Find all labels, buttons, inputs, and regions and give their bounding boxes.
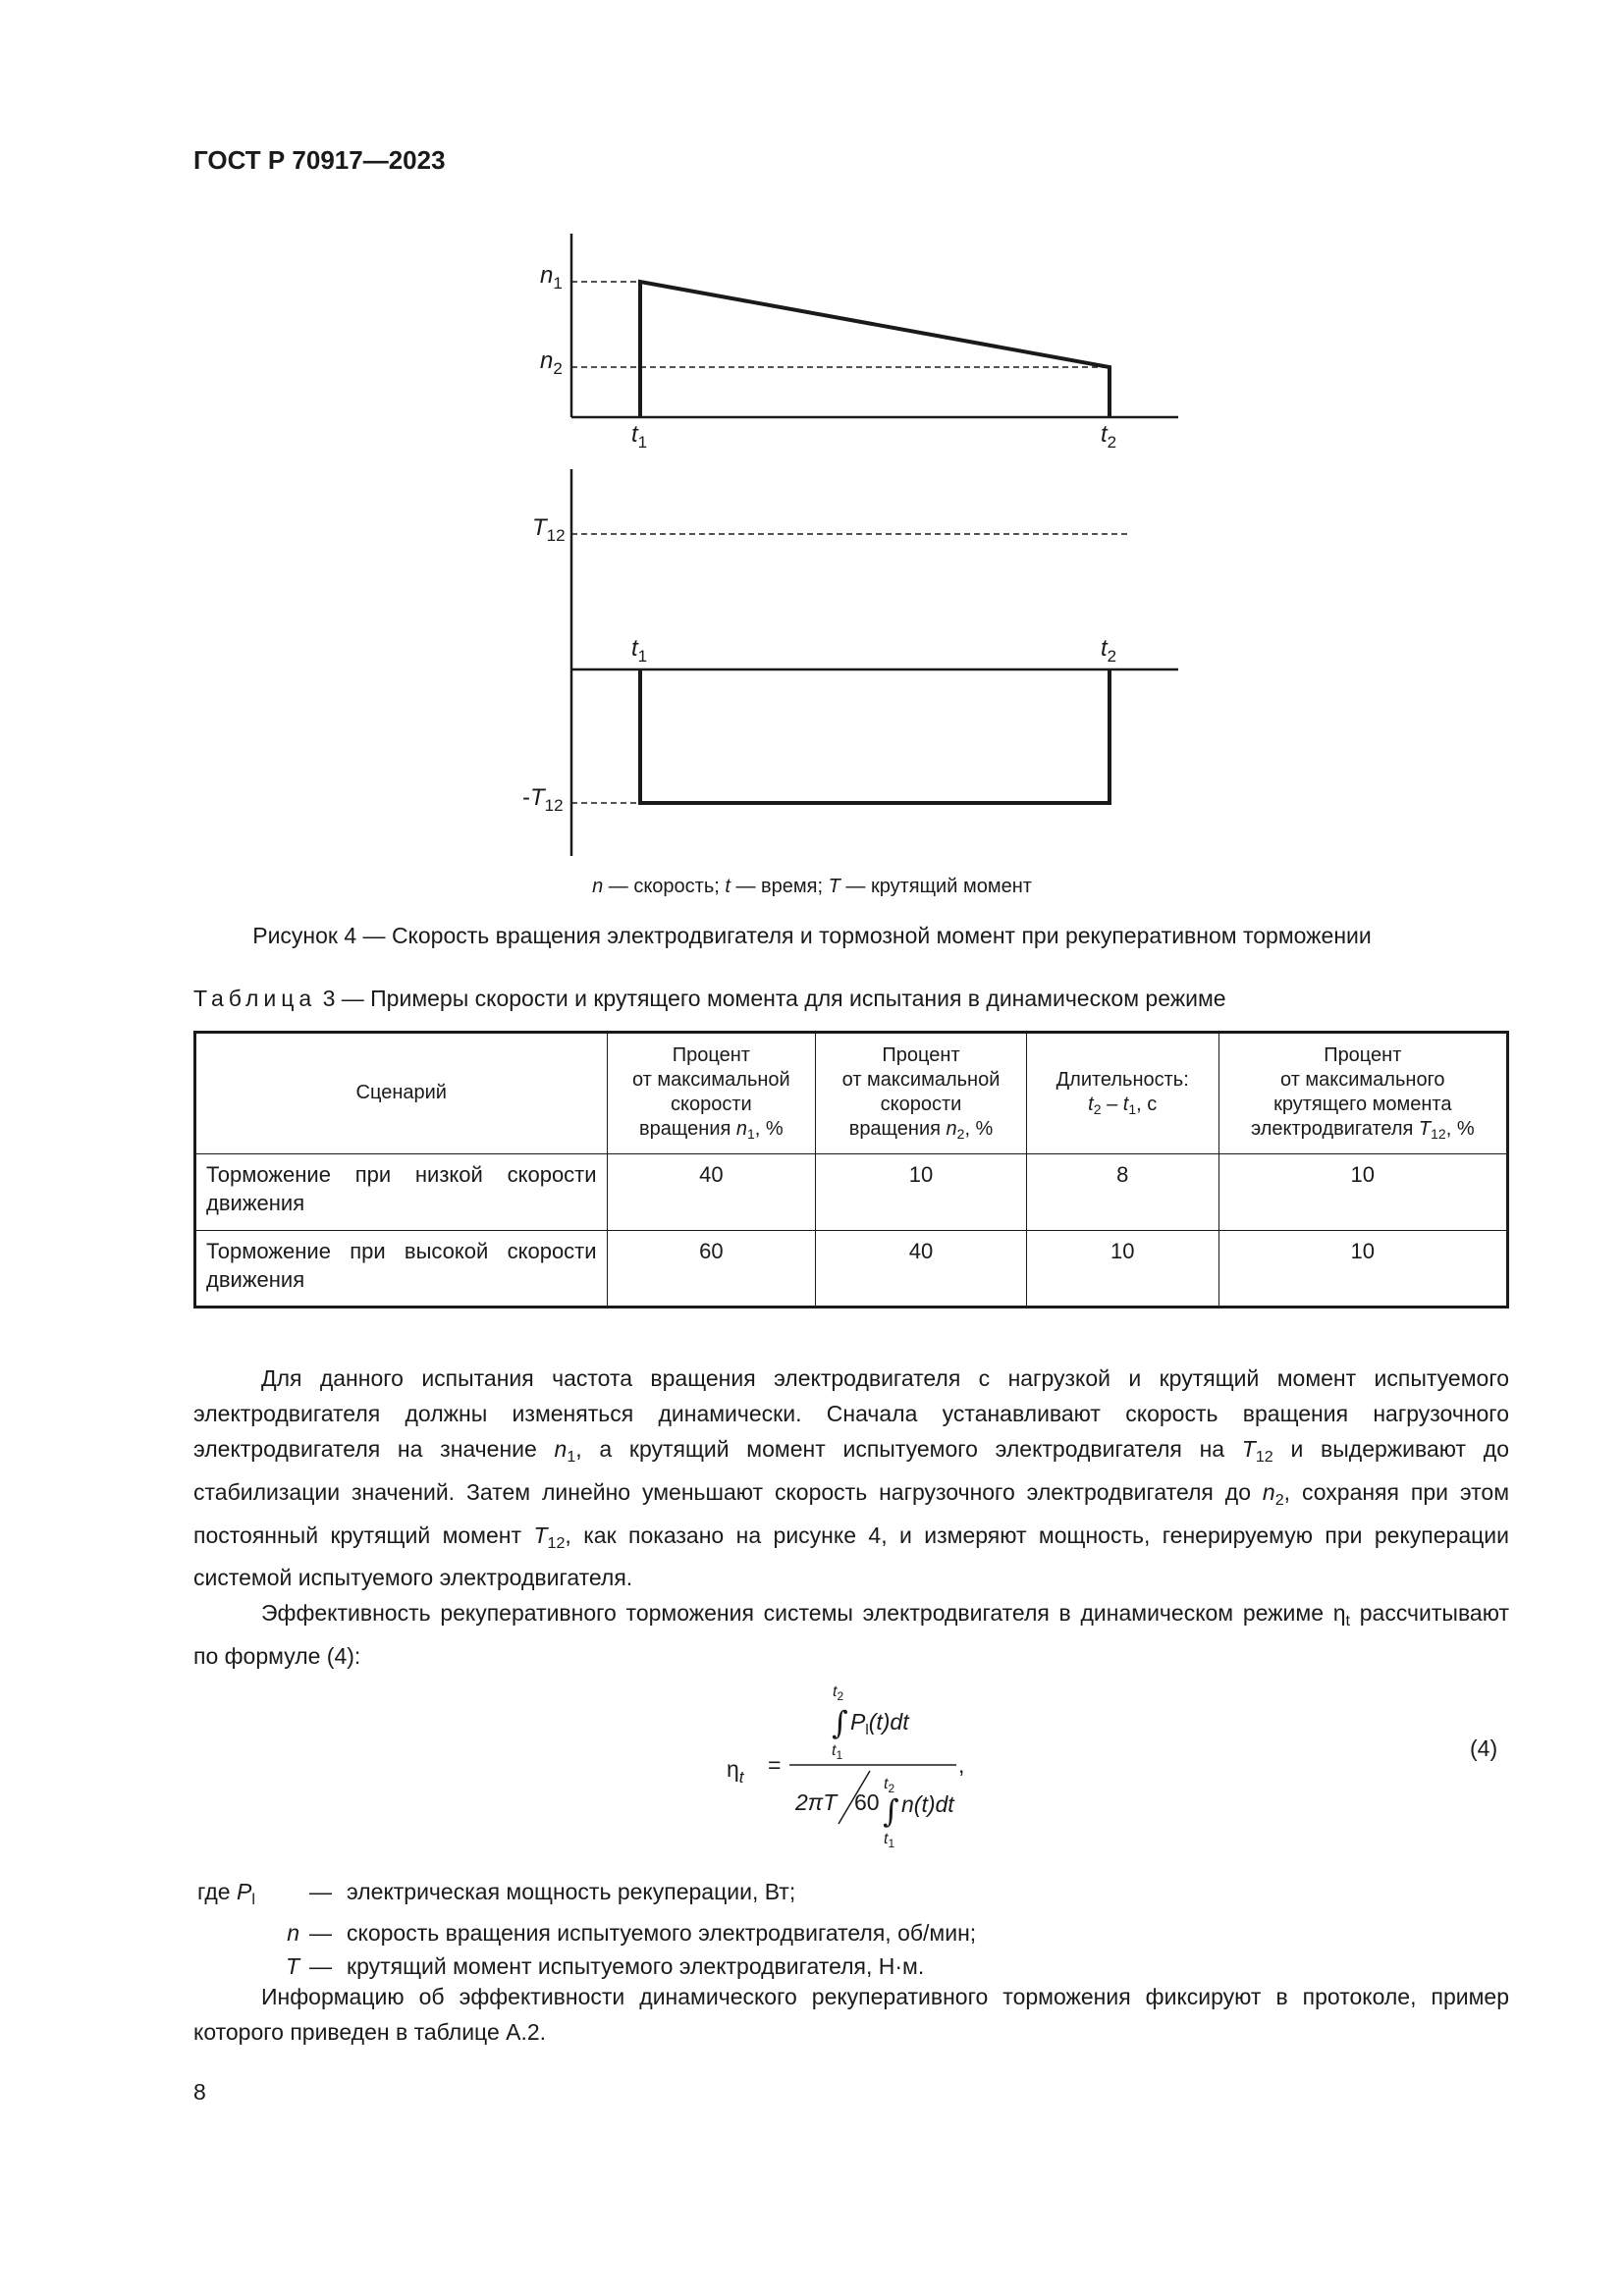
label-t12: $T_{12}$ (532, 514, 566, 545)
label-t2-bottom: $t_2$ (1101, 635, 1117, 666)
header-t12: Процент от максимального крутящего момента электродвигателя $T_{12}$, % (1218, 1033, 1507, 1154)
cell-scenario: Торможение при низкой скорости движения (195, 1153, 608, 1230)
definition-row: n — скорость вращения испытуемого электродвигателя, об/мин; (287, 1919, 977, 1946)
label-n1: $n_1$ (540, 262, 563, 293)
label-t1-bottom: $t_1$ (631, 635, 648, 666)
label-t2-top: $t_2$ (1101, 421, 1117, 452)
torque-profile-line (640, 669, 1110, 803)
cell-duration: 8 (1026, 1153, 1218, 1230)
definition-row: T — крутящий момент испытуемого электродвигателя, Н·м. (285, 1952, 925, 1979)
paragraph-1: Для данного испытания частота вращения электродвигателя с нагрузкой и крутящий момент испытуемого электродвигателя должны изменяться динамически. Сначала устанавливают скорость вращения нагрузочного электродвигателя на значение $n_1$, а крутящий момент испытуемого электродвигателя на $T_{12}$ и выдерживают до стабилизации значений. Затем линейно уменьшают скорость нагрузочного электродвигателя до $n_2$, сохраняя при этом постоянный крутящий момент $T_{12}$, как показано на рисунке 4, и измеряют мощность, генерируемую при рекуперации системой испытуемого электродвигателя. (193, 1365, 1510, 1591)
page-number: 8 (193, 2079, 206, 2105)
num-upper-limit: $t_2$ (833, 1683, 844, 1703)
cell-n1: 40 (607, 1153, 816, 1230)
body-text (193, 1361, 1509, 1674)
figure-4-diagram (491, 216, 1198, 864)
cell-n2: 10 (816, 1153, 1027, 1230)
closing-text (193, 1979, 1509, 2050)
cell-t12: 10 (1218, 1230, 1507, 1307)
figure-legend: n — скорость; t — время; T — крутящий момент (592, 876, 1032, 897)
cell-duration: 10 (1026, 1230, 1218, 1307)
cell-scenario: Торможение при высокой скорости движения (195, 1230, 608, 1307)
num-integral: ∫ (832, 1704, 848, 1741)
paragraph-2: Эффективность рекуперативного торможения системы электродвигателя в динамическом режиме $\eta_t$ рассчитывают по формуле (4): (193, 1600, 1509, 1670)
header-n1: Процент от максимальной скорости вращения $n_1$, % (607, 1033, 816, 1154)
den-expr: n(t)dt (901, 1791, 954, 1817)
definitions-list (193, 1875, 976, 1983)
speed-profile-line (640, 282, 1110, 417)
figure-caption: Рисунок 4 — Скорость вращения электродвигателя и тормозной момент при рекуперативном торможении (252, 923, 1372, 948)
den-integral: ∫ (883, 1792, 899, 1830)
header-scenario: Сценарий (195, 1033, 608, 1154)
definition-row: где $P_l$ — электрическая мощность рекуперации, Вт; (197, 1879, 796, 1908)
den-60: 60 (854, 1789, 880, 1815)
formula-equals: = (768, 1752, 782, 1778)
paragraph-3: Информацию об эффективности динамического рекуперативного торможения фиксируют в протоколе, пример которого приведен в таблице А.2. (193, 1984, 1509, 2045)
header-n2: Процент от максимальной скорости вращения $n_2$, % (816, 1033, 1027, 1154)
formula-comma: , (958, 1752, 965, 1778)
den-upper-limit: $t_2$ (884, 1776, 895, 1795)
cell-t12: 10 (1218, 1153, 1507, 1230)
den-lower-limit: $t_1$ (884, 1831, 895, 1850)
table-header-row (195, 1033, 1508, 1154)
table-caption: Таблица 3 — Примеры скорости и крутящего момента для испытания в динамическом режиме (193, 986, 1226, 1011)
num-lower-limit: $t_1$ (832, 1742, 843, 1762)
num-expr: $P_l(t)dt$ (850, 1709, 909, 1738)
table-row (195, 1153, 1508, 1230)
table-row (195, 1230, 1508, 1307)
test-scenarios-table (193, 1031, 1509, 1308)
label-t1-top: $t_1$ (631, 421, 648, 452)
formula-eta: $\eta_t$ (727, 1756, 744, 1787)
cell-n2: 40 (816, 1230, 1027, 1307)
formula-number: (4) (1470, 1735, 1498, 1761)
label-n2: $n_2$ (540, 347, 563, 378)
formula-4 (717, 1669, 1031, 1865)
header-duration: Длительность: $t_2 - t_1$, с (1026, 1033, 1218, 1154)
den-2piT: 2πT (795, 1789, 838, 1815)
label-neg-t12: $-T_{12}$ (522, 784, 564, 815)
cell-n1: 60 (607, 1230, 816, 1307)
document-code: ГОСТ Р 70917—2023 (193, 145, 446, 175)
